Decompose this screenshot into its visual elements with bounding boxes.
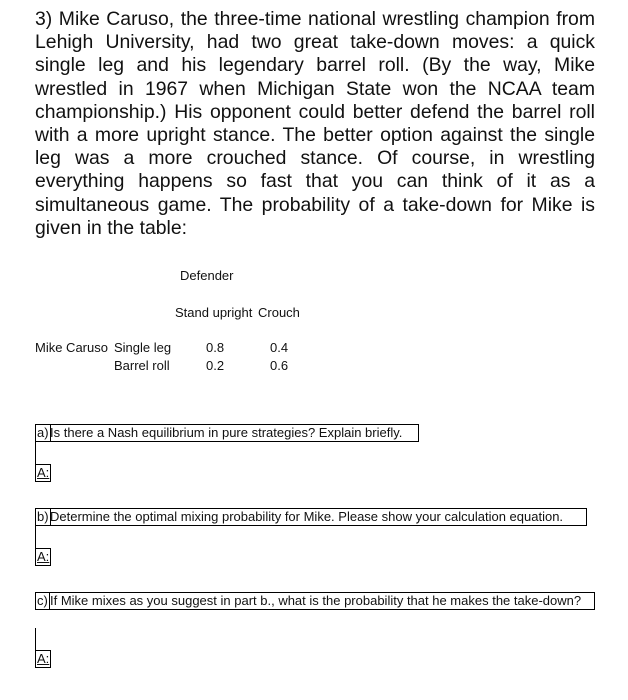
defender-label: Defender — [180, 268, 234, 283]
cell-single-leg-crouch: 0.4 — [270, 340, 289, 355]
question-a — [35, 424, 419, 442]
answer-c-text: A: — [37, 651, 50, 666]
answer-a-label — [35, 464, 51, 482]
col-header-crouch: Crouch — [258, 305, 300, 320]
answer-c-rule — [35, 628, 36, 650]
question-c-text: If Mike mixes as you suggest in part b., what is the probability that he makes the take-down? — [50, 593, 582, 608]
question-b — [35, 508, 587, 526]
problem-statement: 3) Mike Caruso, the three-time national wrestling champion from Lehigh University, had two great take-down moves: a quick single leg and his legendary barrel roll. (By the way, Mike wrestled in 1967 when Michigan State won the NCAA team championship.) His opponent could better defend the barrel roll with a more upright stance. The better option against the single leg was a more crouched stance. Of course, in wrestling everything happens so fast that you can think of it as a simultaneous game. The probability of a take-down for Mike is given in the table: — [35, 8, 595, 239]
question-b-letter: b) — [37, 509, 49, 524]
answer-b-label — [35, 548, 51, 566]
question-a-letter: a) — [37, 425, 49, 440]
answer-a-text: A: — [37, 465, 50, 480]
question-a-text: Is there a Nash equilibrium in pure strategies? Explain briefly. — [50, 425, 403, 440]
answer-c-label — [35, 650, 51, 668]
player-label: Mike Caruso — [35, 340, 108, 355]
col-header-stand-upright: Stand upright — [175, 305, 253, 320]
cell-single-leg-upright: 0.8 — [206, 340, 225, 355]
row-label-single-leg: Single leg — [114, 340, 172, 355]
cell-barrel-roll-crouch: 0.6 — [270, 358, 289, 373]
cell-barrel-roll-upright: 0.2 — [206, 358, 225, 373]
row-label-barrel-roll: Barrel roll — [114, 358, 170, 373]
question-b-text: Determine the optimal mixing probability for Mike. Please show your calculation equation. — [50, 509, 564, 524]
answer-a-rule — [35, 442, 36, 464]
answer-b-text: A: — [37, 549, 50, 564]
answer-b-rule — [35, 526, 36, 548]
question-c — [35, 592, 595, 610]
question-c-letter: c) — [37, 593, 48, 608]
